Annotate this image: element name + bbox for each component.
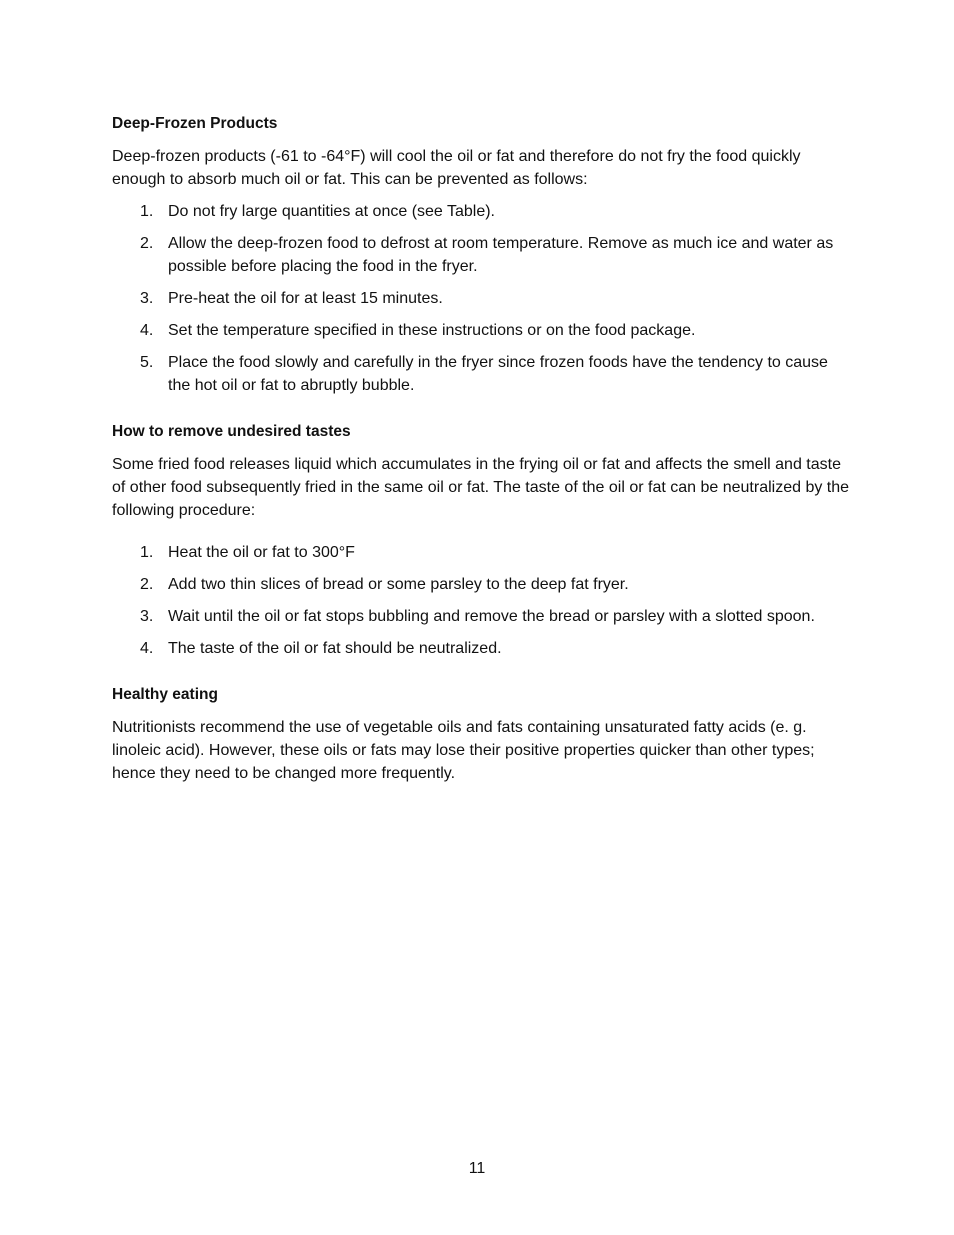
page-number: 11 — [468, 1160, 486, 1177]
list-item-number: 2. — [140, 576, 154, 593]
list-item-number: 4. — [140, 322, 154, 339]
list-item — [112, 287, 852, 310]
list-item — [112, 605, 852, 628]
list-item-number: 1. — [140, 203, 154, 220]
list-item-text: The taste of the oil or fat should be neutralized. — [168, 640, 502, 657]
list-item-text: Allow the deep-frozen food to defrost at room temperature. Remove as much ice and water as possible before placing the food in the fryer. — [168, 235, 834, 275]
document-page — [112, 112, 852, 794]
list-item — [112, 232, 852, 278]
list-item — [112, 200, 852, 223]
list-item — [112, 541, 852, 564]
section-heading-remove-tastes: How to remove undesired tastes — [112, 423, 351, 440]
list-item-number: 3. — [140, 290, 154, 307]
list-item-text: Pre-heat the oil for at least 15 minutes. — [168, 290, 443, 307]
paragraph-spacer — [112, 531, 852, 541]
list-item — [112, 573, 852, 596]
list-item-number: 4. — [140, 640, 154, 657]
list-item — [112, 351, 852, 397]
section-heading-healthy-eating: Healthy eating — [112, 686, 218, 703]
healthy-eating-body: Nutritionists recommend the use of vegetable oils and fats containing unsaturated fatty acids (e. g. linoleic acid). However, these oils or fats may lose their positive properties quicker than other types; hence they need to be changed more frequently. — [112, 719, 815, 782]
list-item-text: Heat the oil or fat to 300°F — [168, 544, 355, 561]
remove-tastes-list — [112, 541, 852, 660]
deep-frozen-list — [112, 200, 852, 397]
section-spacer — [112, 669, 852, 683]
list-item — [112, 319, 852, 342]
section-spacer — [112, 406, 852, 420]
section-heading-deep-frozen: Deep-Frozen Products — [112, 115, 278, 132]
list-item-number: 1. — [140, 544, 154, 561]
deep-frozen-intro: Deep-frozen products (-61 to -64°F) will cool the oil or fat and therefore do not fry the food quickly enough to absorb much oil or fat. This can be prevented as follows: — [112, 148, 801, 188]
list-item-number: 3. — [140, 608, 154, 625]
list-item-number: 2. — [140, 235, 154, 252]
list-item-text: Wait until the oil or fat stops bubbling and remove the bread or parsley with a slotted spoon. — [168, 608, 815, 625]
remove-tastes-intro: Some fried food releases liquid which accumulates in the frying oil or fat and affects the smell and taste of other food subsequently fried in the same oil or fat. The taste of the oil or fat can be neutralized by the following procedure: — [112, 456, 850, 519]
list-item-text: Do not fry large quantities at once (see Table). — [168, 203, 495, 220]
list-item-number: 5. — [140, 354, 154, 371]
list-item-text: Set the temperature specified in these instructions or on the food package. — [168, 322, 696, 339]
list-item — [112, 637, 852, 660]
list-item-text: Place the food slowly and carefully in the fryer since frozen foods have the tendency to cause the hot oil or fat to abruptly bubble. — [168, 354, 828, 394]
list-item-text: Add two thin slices of bread or some parsley to the deep fat fryer. — [168, 576, 629, 593]
